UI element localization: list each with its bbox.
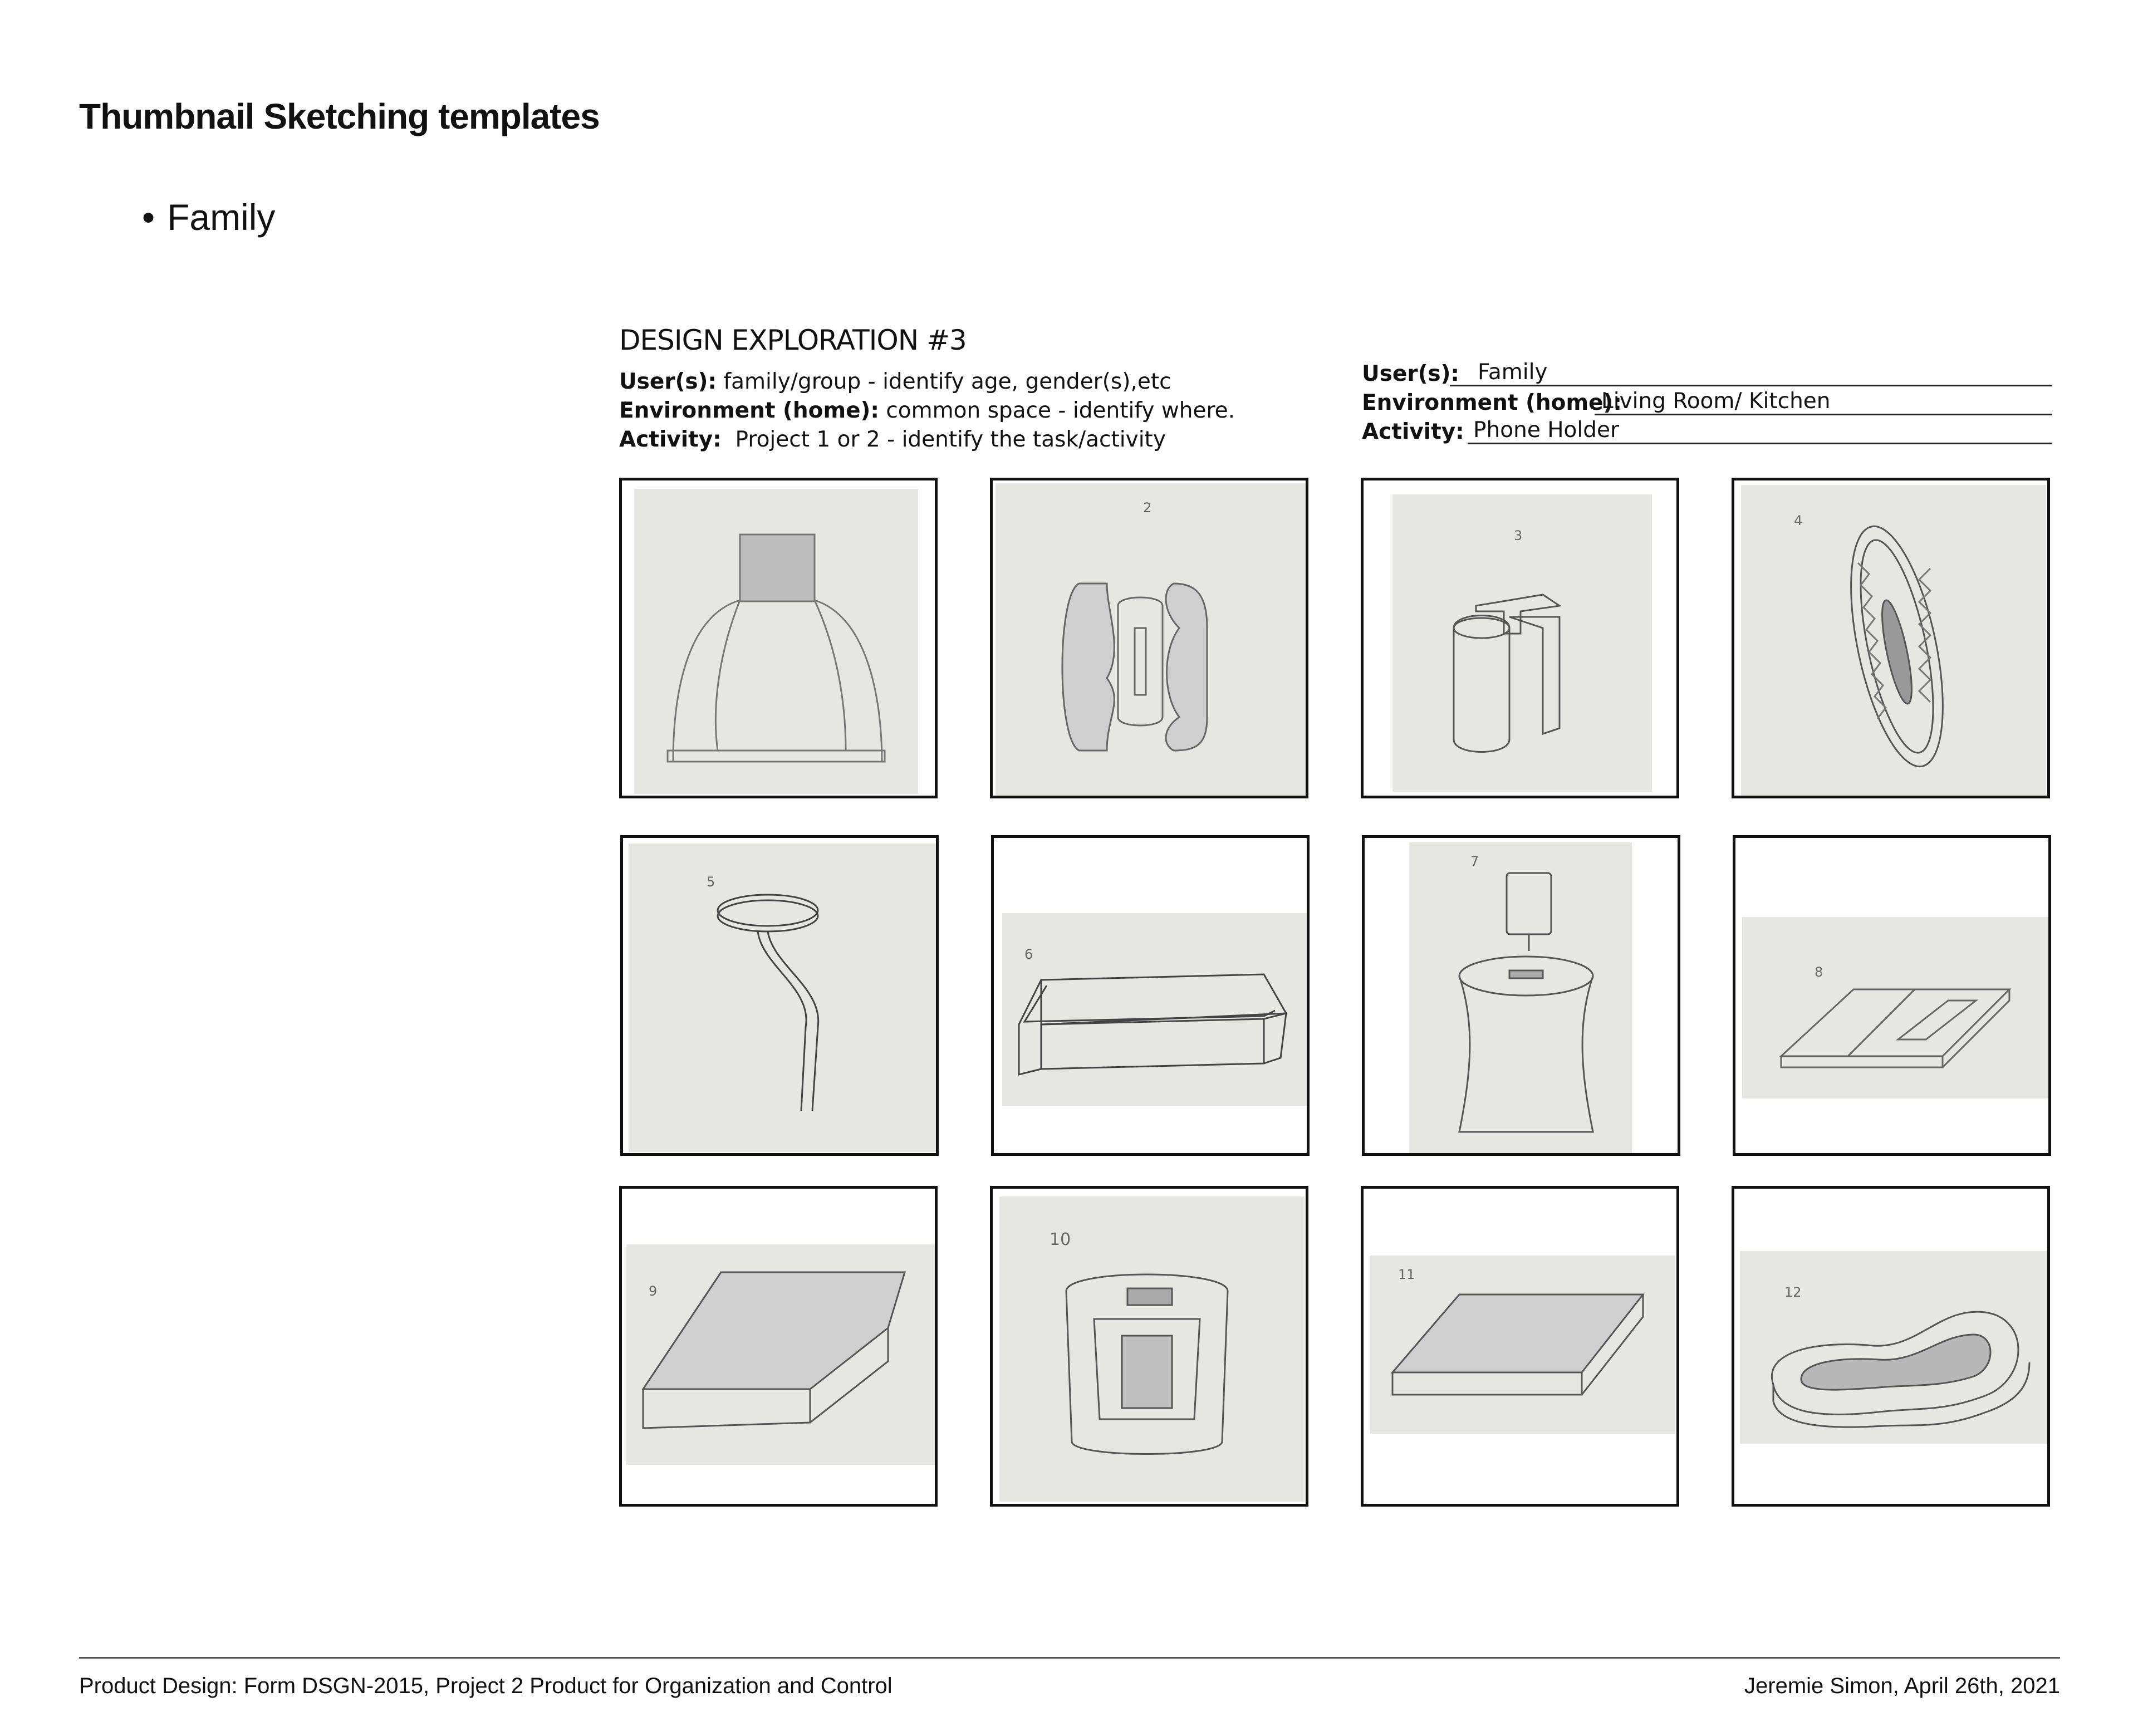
template-activity-row — [619, 425, 1235, 454]
sketch-number-5: 5 — [707, 874, 715, 890]
sketch-number-3: 3 — [1514, 528, 1523, 543]
sketch-photo-12 — [1740, 1251, 2047, 1444]
template-info — [619, 367, 1235, 454]
sketch-photo-7 — [1409, 842, 1632, 1156]
split-holder-sketch — [996, 483, 1308, 798]
sketch-cell-7 — [1362, 835, 1680, 1156]
sketch-cell-1 — [619, 478, 938, 798]
slab-holder-sketch — [1370, 1256, 1675, 1434]
sketch-number-10: 10 — [1050, 1230, 1071, 1249]
sketch-number-12: 12 — [1784, 1284, 1802, 1300]
filled-users-row — [1362, 360, 2052, 389]
sketch-number-6: 6 — [1024, 947, 1033, 962]
sketch-photo-1 — [634, 489, 918, 794]
filled-activity-label: Activity: — [1362, 419, 1464, 444]
sketch-photo-3 — [1392, 494, 1652, 792]
sketch-photo-11 — [1370, 1256, 1675, 1434]
sketch-number-8: 8 — [1815, 964, 1823, 980]
filled-users-label: User(s): — [1362, 361, 1460, 386]
dock-holder-sketch — [1409, 842, 1632, 1156]
environment-label: Environment (home): — [619, 398, 879, 423]
filled-users-value: Family — [1450, 360, 2052, 386]
activity-hint: Project 1 or 2 - identify the task/activity — [721, 427, 1166, 452]
stand-box-sketch — [999, 1196, 1305, 1502]
sketch-number-7: 7 — [1470, 854, 1479, 869]
users-label: User(s): — [619, 369, 717, 394]
filled-activity-value: Phone Holder — [1468, 418, 2052, 444]
bullet-label: Family — [167, 197, 276, 238]
sketch-cell-11 — [1361, 1186, 1679, 1507]
stand-holder-sketch — [629, 844, 937, 1152]
sketch-cell-5 — [620, 835, 939, 1156]
template-environment-row — [619, 396, 1235, 425]
sketch-number-11: 11 — [1398, 1267, 1415, 1282]
filled-environment-value: Living Room/ Kitchen — [1595, 389, 2052, 415]
users-hint: family/group - identify age, gender(s),etc — [717, 369, 1171, 394]
environment-hint: common space - identify where. — [879, 398, 1235, 423]
template-users-row — [619, 367, 1235, 396]
footer-divider — [79, 1657, 2060, 1659]
sketch-cell-6 — [991, 835, 1310, 1156]
page-title: Thumbnail Sketching templates — [79, 96, 600, 136]
double-tray-sketch — [1742, 917, 2049, 1099]
bell-holder-sketch — [634, 489, 918, 794]
sketch-photo-5 — [629, 844, 937, 1152]
filled-activity-row — [1362, 418, 2052, 447]
sketch-photo-9 — [626, 1244, 936, 1465]
sketch-photo-2 — [996, 483, 1308, 798]
bullet-item: • Family — [142, 197, 276, 238]
sketch-number-4: 4 — [1794, 513, 1803, 528]
peanut-holder-sketch — [1740, 1251, 2047, 1444]
sketch-cell-9 — [619, 1186, 938, 1507]
sketch-cell-3 — [1361, 478, 1679, 798]
filled-environment-label: Environment (home): — [1362, 390, 1622, 415]
sketch-cell-12 — [1732, 1186, 2050, 1507]
sketch-photo-6 — [1002, 913, 1307, 1106]
sketch-number-2: 2 — [1143, 500, 1152, 516]
sketch-cell-8 — [1733, 835, 2051, 1156]
filled-info — [1362, 360, 2052, 447]
sketch-cell-2 — [990, 478, 1308, 798]
sketch-cell-4 — [1732, 478, 2050, 798]
sketch-photo-8 — [1742, 917, 2049, 1099]
sketch-cell-10 — [990, 1186, 1308, 1507]
exploration-title: DESIGN EXPLORATION #3 — [619, 324, 967, 356]
sketch-photo-4 — [1741, 485, 2046, 797]
oval-holder-sketch — [1741, 485, 2046, 797]
activity-label: Activity: — [619, 427, 722, 452]
tray-holder-sketch — [1002, 913, 1307, 1106]
filled-environment-row — [1362, 389, 2052, 418]
sketch-photo-10 — [999, 1196, 1305, 1502]
footer-course: Product Design: Form DSGN-2015, Project 2 Product for Organization and Control — [79, 1674, 893, 1698]
box-holder-sketch — [626, 1244, 936, 1465]
footer-author-date: Jeremie Simon, April 26th, 2021 — [1744, 1674, 2060, 1698]
sketch-number-9: 9 — [649, 1283, 658, 1299]
